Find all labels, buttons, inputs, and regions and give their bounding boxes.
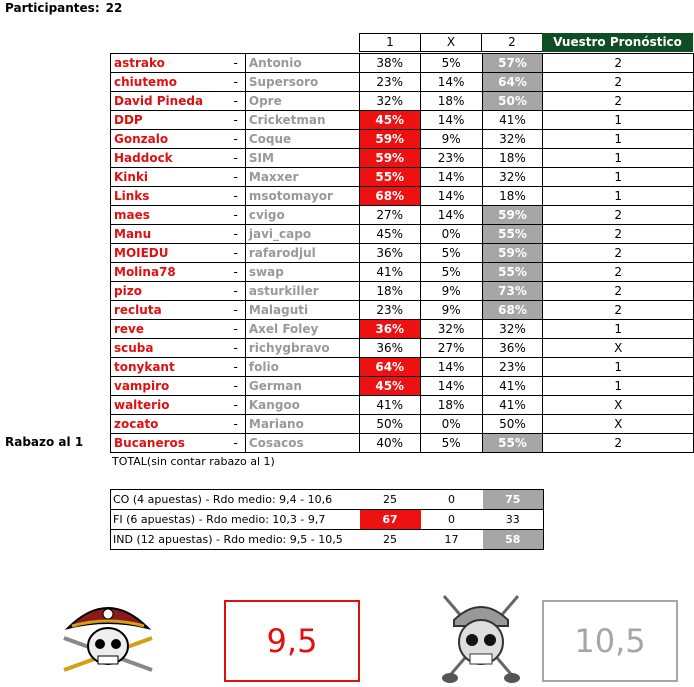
table-row xyxy=(111,111,694,130)
player-name: Kinki xyxy=(111,168,227,187)
pct-x: 9% xyxy=(420,130,482,149)
forecast: 1 xyxy=(543,320,694,339)
separator: - xyxy=(226,282,245,301)
pct-x: 18% xyxy=(420,92,482,111)
player-name: walterio xyxy=(111,396,227,415)
player-name: Haddock xyxy=(111,149,227,168)
pct-x: 23% xyxy=(420,149,482,168)
participants-text: Participantes: xyxy=(5,1,100,15)
pct-x: 14% xyxy=(420,358,482,377)
pct-1: 55% xyxy=(359,168,420,187)
table-row xyxy=(111,320,694,339)
pct-2: 55% xyxy=(482,225,543,244)
table-row xyxy=(111,434,694,453)
forecast: X xyxy=(543,396,694,415)
separator: - xyxy=(226,206,245,225)
player-name: astrako xyxy=(111,54,227,73)
table-row xyxy=(111,377,694,396)
forecast: 2 xyxy=(543,434,694,453)
rival-name: swap xyxy=(245,263,359,282)
pct-2: 41% xyxy=(482,111,543,130)
separator: - xyxy=(226,54,245,73)
player-name: vampiro xyxy=(111,377,227,396)
pct-x: 14% xyxy=(420,168,482,187)
forecast: 2 xyxy=(543,225,694,244)
pct-2: 41% xyxy=(482,377,543,396)
separator: - xyxy=(226,92,245,111)
participants-label xyxy=(5,1,122,15)
summary-2: 75 xyxy=(483,490,544,510)
player-name: Bucaneros xyxy=(111,434,227,453)
separator: - xyxy=(226,73,245,92)
table-row xyxy=(111,92,694,111)
pct-1: 59% xyxy=(359,130,420,149)
pct-2: 50% xyxy=(482,92,543,111)
summary-table xyxy=(110,489,544,550)
forecast: X xyxy=(543,339,694,358)
player-name: scuba xyxy=(111,339,227,358)
separator: - xyxy=(226,149,245,168)
table-row xyxy=(111,54,694,73)
table-row xyxy=(111,73,694,92)
pct-1: 38% xyxy=(359,54,420,73)
summary-x: 17 xyxy=(421,530,483,550)
summary-1: 25 xyxy=(360,530,421,550)
pct-x: 27% xyxy=(420,339,482,358)
separator: - xyxy=(226,434,245,453)
forecast: X xyxy=(543,415,694,434)
summary-label: IND (12 apuestas) - Rdo medio: 9,5 - 10,5 xyxy=(111,530,360,550)
table-row xyxy=(111,263,694,282)
separator: - xyxy=(226,396,245,415)
separator: - xyxy=(226,263,245,282)
player-name: Gonzalo xyxy=(111,130,227,149)
summary-x: 0 xyxy=(421,510,483,530)
player-name: chiutemo xyxy=(111,73,227,92)
rival-name: Mariano xyxy=(245,415,359,434)
pct-2: 55% xyxy=(482,434,543,453)
table-row xyxy=(111,168,694,187)
pct-x: 5% xyxy=(420,263,482,282)
forecast: 1 xyxy=(543,187,694,206)
table-row xyxy=(111,149,694,168)
forecast: 2 xyxy=(543,54,694,73)
separator: - xyxy=(226,415,245,434)
player-name: Molina78 xyxy=(111,263,227,282)
pct-x: 0% xyxy=(420,415,482,434)
forecast: 2 xyxy=(543,263,694,282)
pct-1: 18% xyxy=(359,282,420,301)
pct-x: 5% xyxy=(420,434,482,453)
pct-1: 45% xyxy=(359,377,420,396)
pct-2: 57% xyxy=(482,54,543,73)
rival-name: Maxxer xyxy=(245,168,359,187)
player-name: Links xyxy=(111,187,227,206)
forecast: 2 xyxy=(543,206,694,225)
rival-name: folio xyxy=(245,358,359,377)
rival-name: Supersoro xyxy=(245,73,359,92)
pct-2: 18% xyxy=(482,149,543,168)
player-name: pizo xyxy=(111,282,227,301)
pct-x: 0% xyxy=(420,225,482,244)
pct-1: 64% xyxy=(359,358,420,377)
forecast: 2 xyxy=(543,92,694,111)
player-name: DDP xyxy=(111,111,227,130)
rival-name: Coque xyxy=(245,130,359,149)
table-row xyxy=(111,301,694,320)
separator: - xyxy=(226,244,245,263)
pct-1: 45% xyxy=(359,111,420,130)
summary-2: 58 xyxy=(483,530,544,550)
pct-2: 73% xyxy=(482,282,543,301)
rival-name: Malaguti xyxy=(245,301,359,320)
pct-2: 50% xyxy=(482,415,543,434)
score-right: 10,5 xyxy=(542,600,678,682)
score-left: 9,5 xyxy=(224,600,360,682)
player-name: reve xyxy=(111,320,227,339)
rival-name: asturkiller xyxy=(245,282,359,301)
summary-x: 0 xyxy=(421,490,483,510)
pct-1: 36% xyxy=(359,320,420,339)
separator: - xyxy=(226,187,245,206)
forecast: 1 xyxy=(543,149,694,168)
pct-1: 23% xyxy=(359,73,420,92)
player-name: maes xyxy=(111,206,227,225)
separator: - xyxy=(226,130,245,149)
rival-name: Kangoo xyxy=(245,396,359,415)
pct-x: 9% xyxy=(420,301,482,320)
pct-x: 9% xyxy=(420,282,482,301)
participants-table xyxy=(110,53,694,453)
col-header-1: 1 xyxy=(359,33,421,52)
pct-x: 14% xyxy=(420,377,482,396)
table-row xyxy=(111,206,694,225)
forecast: 2 xyxy=(543,301,694,320)
player-name: MOIEDU xyxy=(111,244,227,263)
pct-1: 36% xyxy=(359,244,420,263)
table-row xyxy=(111,244,694,263)
rival-name: javi_capo xyxy=(245,225,359,244)
summary-row xyxy=(111,510,544,530)
pct-1: 45% xyxy=(359,225,420,244)
separator: - xyxy=(226,168,245,187)
col-header-prono: Vuestro Pronóstico xyxy=(542,33,693,52)
pct-1: 36% xyxy=(359,339,420,358)
table-row xyxy=(111,339,694,358)
pct-1: 41% xyxy=(359,263,420,282)
table-row xyxy=(111,130,694,149)
forecast: 1 xyxy=(543,377,694,396)
separator: - xyxy=(226,339,245,358)
player-name: David Pineda xyxy=(111,92,227,111)
pct-1: 41% xyxy=(359,396,420,415)
table-row xyxy=(111,358,694,377)
player-name: recluta xyxy=(111,301,227,320)
pct-x: 14% xyxy=(420,73,482,92)
pct-2: 32% xyxy=(482,130,543,149)
pct-2: 68% xyxy=(482,301,543,320)
rival-name: German xyxy=(245,377,359,396)
table-row xyxy=(111,282,694,301)
forecast: 1 xyxy=(543,111,694,130)
rabazo-label: Rabazo al 1 xyxy=(5,435,84,449)
pct-x: 14% xyxy=(420,187,482,206)
rival-name: Cosacos xyxy=(245,434,359,453)
summary-2: 33 xyxy=(483,510,544,530)
rival-name: Antonio xyxy=(245,54,359,73)
col-header-2: 2 xyxy=(481,33,543,52)
summary-row xyxy=(111,490,544,510)
summary-label: CO (4 apuestas) - Rdo medio: 9,4 - 10,6 xyxy=(111,490,360,510)
pct-1: 32% xyxy=(359,92,420,111)
table-row xyxy=(111,225,694,244)
total-label: TOTAL(sin contar rabazo al 1) xyxy=(112,455,275,468)
separator: - xyxy=(226,358,245,377)
pct-2: 59% xyxy=(482,244,543,263)
golf-skull-icon xyxy=(436,590,526,685)
pct-1: 68% xyxy=(359,187,420,206)
pct-x: 5% xyxy=(420,54,482,73)
pct-2: 23% xyxy=(482,358,543,377)
participants-count: 22 xyxy=(105,1,123,15)
forecast: 2 xyxy=(543,282,694,301)
summary-row xyxy=(111,530,544,550)
pct-1: 23% xyxy=(359,301,420,320)
pct-x: 18% xyxy=(420,396,482,415)
rival-name: Cricketman xyxy=(245,111,359,130)
rival-name: Opre xyxy=(245,92,359,111)
table-row xyxy=(111,187,694,206)
pct-x: 14% xyxy=(420,111,482,130)
pct-2: 59% xyxy=(482,206,543,225)
separator: - xyxy=(226,225,245,244)
forecast: 1 xyxy=(543,130,694,149)
player-name: zocato xyxy=(111,415,227,434)
pct-1: 59% xyxy=(359,149,420,168)
separator: - xyxy=(226,377,245,396)
pct-2: 41% xyxy=(482,396,543,415)
rival-name: richygbravo xyxy=(245,339,359,358)
pct-2: 64% xyxy=(482,73,543,92)
pirate-skull-icon xyxy=(58,590,158,680)
forecast: 2 xyxy=(543,73,694,92)
forecast: 1 xyxy=(543,358,694,377)
summary-1: 25 xyxy=(360,490,421,510)
table-row xyxy=(111,396,694,415)
pct-1: 50% xyxy=(359,415,420,434)
rival-name: SIM xyxy=(245,149,359,168)
summary-label: FI (6 apuestas) - Rdo medio: 10,3 - 9,7 xyxy=(111,510,360,530)
summary-1: 67 xyxy=(360,510,421,530)
separator: - xyxy=(226,320,245,339)
separator: - xyxy=(226,111,245,130)
player-name: tonykant xyxy=(111,358,227,377)
player-name: Manu xyxy=(111,225,227,244)
forecast: 2 xyxy=(543,244,694,263)
forecast: 1 xyxy=(543,168,694,187)
pct-x: 14% xyxy=(420,206,482,225)
separator: - xyxy=(226,301,245,320)
pct-x: 5% xyxy=(420,244,482,263)
pct-2: 18% xyxy=(482,187,543,206)
pct-2: 36% xyxy=(482,339,543,358)
pct-2: 55% xyxy=(482,263,543,282)
pct-2: 32% xyxy=(482,168,543,187)
rival-name: rafarodjul xyxy=(245,244,359,263)
rival-name: Axel Foley xyxy=(245,320,359,339)
col-header-x: X xyxy=(420,33,482,52)
table-row xyxy=(111,415,694,434)
rival-name: msotomayor xyxy=(245,187,359,206)
pct-2: 32% xyxy=(482,320,543,339)
pct-x: 32% xyxy=(420,320,482,339)
pct-1: 40% xyxy=(359,434,420,453)
pct-1: 27% xyxy=(359,206,420,225)
rival-name: cvigo xyxy=(245,206,359,225)
